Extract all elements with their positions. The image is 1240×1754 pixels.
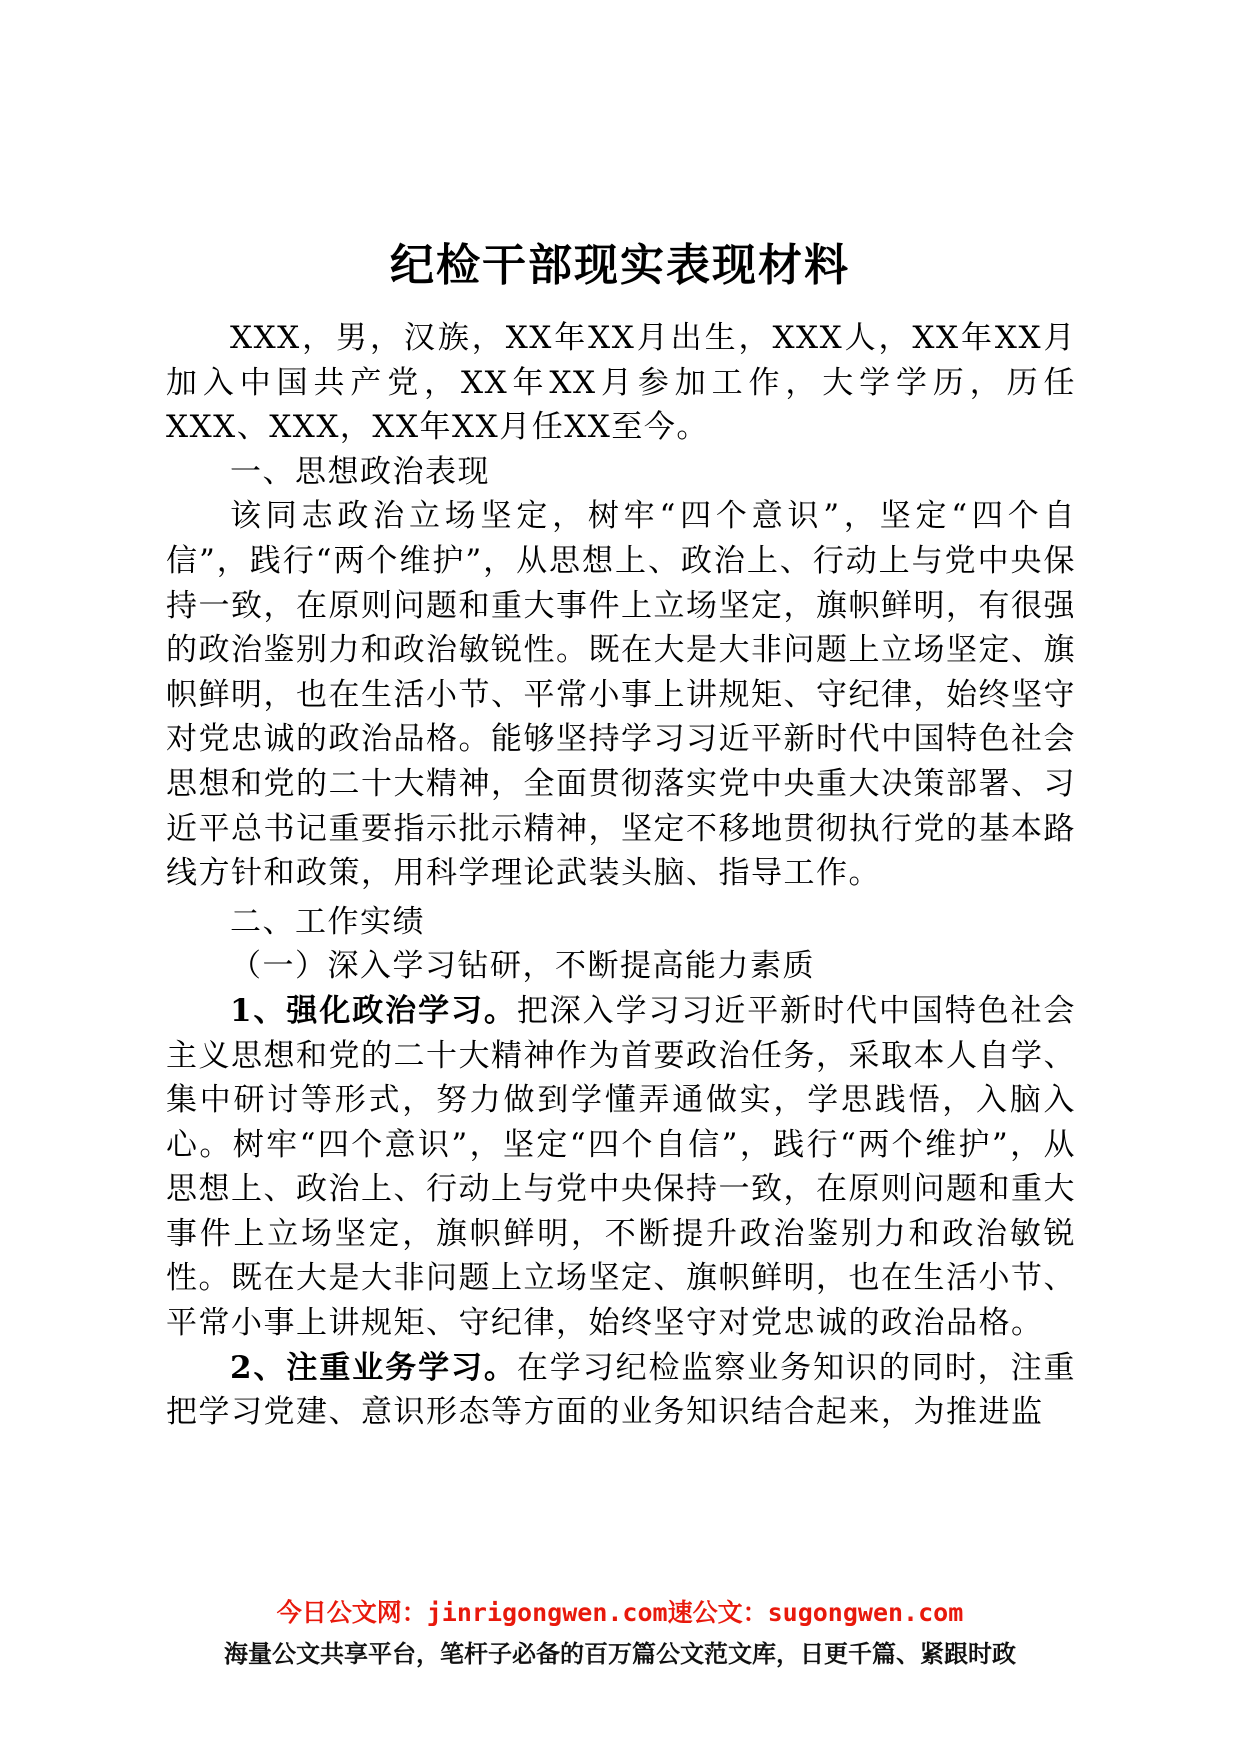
item-political-study-text: 把深入学习习近平新时代中国特色社会主义思想和党的二十大精神作为首要政治任务，采取本人自学、集中研讨等形式，努力做到学懂弄通做实，学思践悟，入脑入心。树牢“四个意识”，坚定“四个自信”，践行“两个维护”，从思想上、政治上、行动上与党中央保持一致，在原则问题和重大事件上立场坚定，旗帜鲜明，不断提升政治鉴别力和政治敏锐性。既在大是大非问题上立场坚定、旗帜鲜明，也在生活小节、平常小事上讲规矩、守纪律，始终坚守对党忠诚的政治品格。 (166, 992, 1076, 1342)
section-heading-political: 一、思想政治表现 (230, 453, 490, 490)
item-business-study-text: 在学习纪检监察业务知识的同时，注重把学习党建、意识形态等方面的业务知识结合起来，为推进监 (166, 1349, 1076, 1431)
site1-link[interactable]: jinrigongwen.com (426, 1598, 668, 1627)
site1-label: 今日公文网： (276, 1598, 427, 1627)
document-title: 纪检干部现实表现材料 (390, 240, 850, 291)
intro-paragraph: XXX，男，汉族，XX年XX月出生，XXX人，XX年XX月加入中国共产党，XX年XX月参加工作，大学学历，历任XXX、XXX，XX年XX月任XX至今。 (166, 320, 1076, 446)
subsection-heading-study: （一）深入学习钻研，不断提高能力素质 (230, 948, 815, 985)
section-heading-performance: 二、工作实绩 (230, 903, 425, 940)
item-political-study (166, 989, 1076, 1346)
item-business-study (166, 1346, 1076, 1435)
item-business-study-lead: 2、注重业务学习。 (230, 1349, 517, 1386)
document-body (166, 316, 1076, 1435)
site2-link[interactable]: sugongwen.com (767, 1598, 964, 1627)
item-political-study-lead: 1、强化政治学习。 (230, 992, 517, 1029)
site2-label: 速公文： (667, 1598, 768, 1627)
footer-watermark-sites (0, 1596, 1240, 1630)
section-political-paragraph: 该同志政治立场坚定，树牢“四个意识”，坚定“四个自信”，践行“两个维护”，从思想上、政治上、行动上与党中央保持一致，在原则问题和重大事件上立场坚定，旗帜鲜明，有很强的政治鉴别力和政治敏锐性。既在大是大非问题上立场坚定、旗帜鲜明，也在生活小节、平常小事上讲规矩、守纪律，始终坚守对党忠诚的政治品格。能够坚持学习习近平新时代中国特色社会思想和党的二十大精神，全面贯彻落实党中央重大决策部署、习近平总书记重要指示批示精神，坚定不移地贯彻执行党的基本路线方针和政策，用科学理论武装头脑、指导工作。 (166, 498, 1076, 892)
footer-slogan: 海量公文共享平台，笔杆子必备的百万篇公文范文库，日更千篇、紧跟时政 (224, 1640, 1016, 1668)
